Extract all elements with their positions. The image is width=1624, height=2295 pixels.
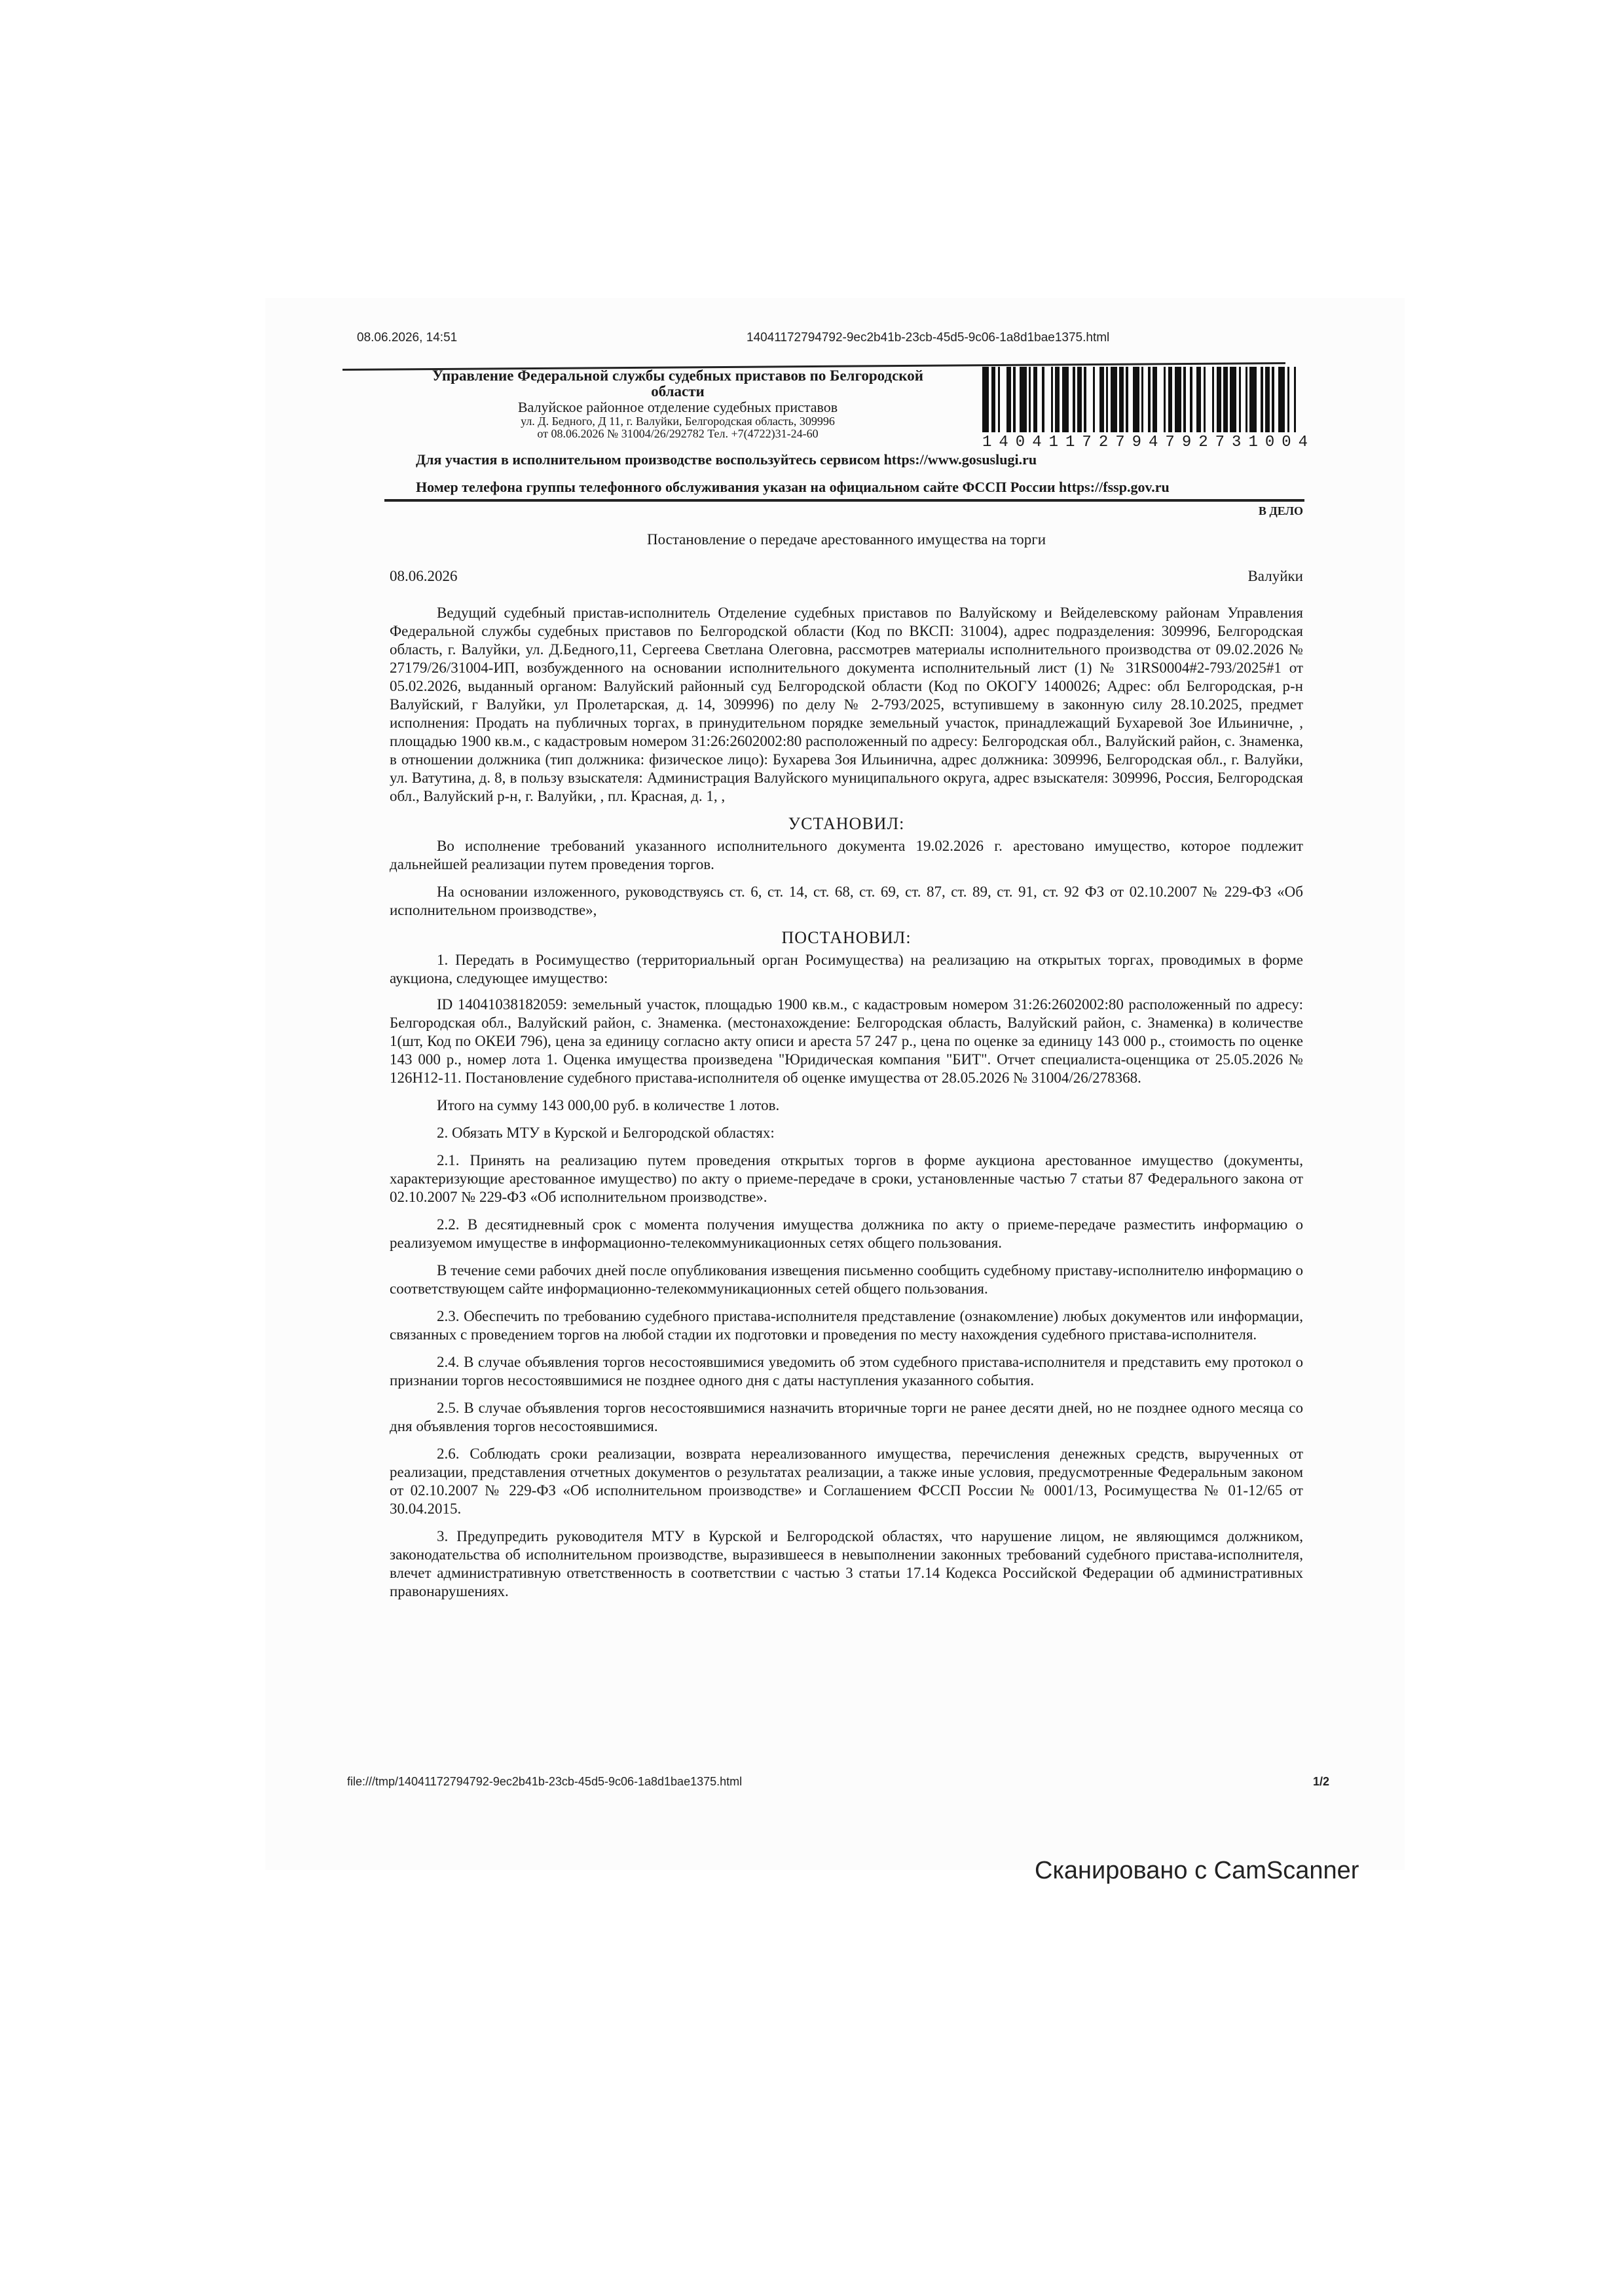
- v-delo-stamp: В ДЕЛО: [1258, 504, 1303, 517]
- barcode-gap: [1274, 367, 1279, 432]
- document-page: [390, 354, 1316, 1601]
- barcode-bar: [1217, 367, 1221, 432]
- barcode-bar: [1119, 367, 1124, 432]
- org-name-line1: Управление Федеральной службы судебных приставов по Белгородской: [432, 367, 923, 384]
- barcode-bar: [1175, 367, 1181, 432]
- barcode-bar: [1133, 367, 1139, 432]
- barcode-bar: [991, 367, 996, 432]
- barcode: [982, 367, 1316, 452]
- barcode-gap: [1186, 367, 1190, 432]
- date-city-row: [390, 567, 1303, 586]
- barcode-number: 14041172794792731004: [982, 434, 1316, 451]
- item-2: 2. Обязать МТУ в Курской и Белгородской областях:: [437, 1125, 775, 1141]
- phone-info-notice: Номер телефона группы телефонного обслуживания указан на официальном сайте ФССП России https://fssp.gov.ru: [416, 479, 1170, 495]
- barcode-gap: [1157, 367, 1164, 432]
- barcode-bar: [1020, 367, 1026, 432]
- barcode-bar: [982, 367, 989, 432]
- organization-block: [390, 368, 966, 440]
- department-name: Валуйское районное отделение судебных приставов: [517, 399, 838, 415]
- print-datetime: 08.06.2026, 14:51: [357, 331, 458, 345]
- barcode-gap: [1069, 367, 1073, 432]
- decided-heading: ПОСТАНОВИЛ:: [781, 928, 912, 947]
- barcode-gap: [1095, 367, 1099, 432]
- document-letterhead: [390, 354, 1316, 517]
- barcode-gap: [1037, 367, 1042, 432]
- barcode-gap: [1044, 367, 1051, 432]
- barcode-gap: [1128, 367, 1133, 432]
- camscanner-watermark: Сканировано с CamScanner: [1035, 1857, 1359, 1884]
- barcode-gap: [1289, 367, 1294, 432]
- barcode-bar: [1265, 367, 1270, 432]
- intro-paragraph: Ведущий судебный пристав-исполнитель Отделение судебных приставов по Валуйскому и Вейделевскому районам Управления Федеральной службы судебных приставов по Белгородской области (Код по ВКСП: 31004), адрес подразделения: 309996, Белгородская область, г. Валуйки, ул. Д.Бедного,11, Сергеева Светлана Олеговна, рассмотрев материалы исполнительного производства от 09.02.2026 № 27179/26/31004-ИП, возбужденного на основании исполнительного документа исполнительный лист (1) № 31RS0004#2-793/2025#1 от 05.02.2026, выданный органом: Валуйский районный суд Белгородской области (Код по ОКОГУ 1400026; Адрес: обл Белгородская, р-н Валуйский, г Валуйки, ул Пролетарская, д. 14, 309996) по делу № 2-793/2025, вступившему в законную силу 28.10.2025, предмет исполнения: Продать на публичных торгах, в принудительном порядке земельный участок, принадлежащий Бухаревой Зое Ильиничне, , площадью 1900 кв.м., с кадастровым номером 31:26:2602002:80 расположенный по адресу: Белгородская обл., Валуйский район, с. Знаменка, в отношении должника (тип должника: физическое лицо): Бухарева Зоя Ильинична, адрес должника: 309996, Белгородская обл., г. Валуйки, ул. Ватутина, д. 8, в пользу взыскателя: Администрация Валуйского муниципального округа, адрес взыскателя: 309996, Россия, Белгородская обл., Валуйский р-н, г. Валуйки, , пл. Красная, д. 1, ,: [390, 605, 1303, 804]
- item-1: 1. Передать в Росимущество (территориальный орган Росимущества) на реализацию на открытых торгах, проводимых в форме аукциона, следующее имущество:: [390, 952, 1303, 986]
- item-2-2: 2.2. В десятидневный срок с момента получения имущества должника по акту о приеме-передаче разместить информацию о реализуемом имуществе в информационно-телекоммуникационных сетях общего пользования.: [390, 1216, 1303, 1251]
- print-file-url: file:///tmp/14041172794792-9ec2b41b-23cb-45d5-9c06-1a8d1bae1375.html: [347, 1775, 743, 1788]
- barcode-gap: [1296, 367, 1302, 432]
- barcode-gap: [1000, 367, 1006, 432]
- item-2-2b: В течение семи рабочих дней после опубликования извещения письменно сообщить судебному приставу-исполнителю информацию о соответствующем сайте информационно-телекоммуникационных сетей общего пользования.: [390, 1262, 1303, 1297]
- item-3: 3. Предупредить руководителя МТУ в Курской и Белгородской областях, что нарушение лицом, не являющимся должником, законодательства об исполнительном производстве, выразившееся в невыполнении законных требований судебного пристава-исполнителя, влечет административную ответственность в соответствии с частью 3 статьи 17.14 Кодекса Российской Федерации об административных правонарушениях.: [390, 1528, 1303, 1599]
- browser-print-header: [357, 331, 1306, 350]
- barcode-bar: [1196, 367, 1201, 432]
- barcode-gap: [1206, 367, 1212, 432]
- print-page-number: 1/2: [1312, 1775, 1329, 1788]
- barcode-gap: [1143, 367, 1148, 432]
- barcode-bar: [1077, 367, 1082, 432]
- barcode-gap: [1016, 367, 1020, 432]
- total-line: Итого на сумму 143 000,00 руб. в количестве 1 лотов.: [437, 1097, 780, 1113]
- lot-description: ID 14041038182059: земельный участок, площадью 1900 кв.м., с кадастровым номером 31:26:2602002:80 расположенный по адресу: Белгородская обл., Валуйский район, с. Знаменка. (местонахождение: Белгородская область, Валуйский район, с. Знаменка) в количестве 1(шт, Код по ОКЕИ 796), цена за единицу согласно акту описи и ареста 57 247 р., цена по оценке за единицу 143 000 р., стоимость по оценке 143 000 р., номер лота 1. Оценка имущества произведена "Юридическая компания "БИТ". Отчет специалиста-оценщика от 25.05.2026 № 126Н12-11. Постановление судебного пристава-исполнителя об оценке имущества от 28.05.2026 № 31004/26/278368.: [390, 996, 1303, 1086]
- barcode-bar: [1230, 367, 1236, 432]
- print-file-name: 14041172794792-9ec2b41b-23cb-45d5-9c06-1a8d1bae1375.html: [747, 331, 1110, 345]
- item-2-3: 2.3. Обеспечить по требованию судебного пристава-исполнителя представление (ознакомление) любых документов или информации, связанных с проведением торгов на любой стадии их подготовки и проведения по месту нахождения судебного пристава-исполнителя.: [390, 1308, 1303, 1343]
- header-divider: [384, 499, 1304, 502]
- barcode-bar: [1033, 367, 1038, 432]
- item-2-1: 2.1. Принять на реализацию путем проведения открытых торгов в форме аукциона арестованное имущество (документы, характеризующие арестованное имущество) по акту о приеме-передаче в сроки, установленные частью 7 статьи 87 Федерального закона от 02.10.2007 № 229-ФЗ «Об исполнительном производстве».: [390, 1152, 1303, 1205]
- item-2-5: 2.5. В случае объявления торгов несостоявшимися назначить вторичные торги не ранее десяти дней, но не позднее одного месяца со дня объявления торгов несостоявшимися.: [390, 1400, 1303, 1434]
- established-heading: УСТАНОВИЛ:: [788, 814, 905, 833]
- department-address: ул. Д. Бедного, Д 11, г. Валуйки, Белгородская область, 309996: [521, 415, 835, 428]
- barcode-gap: [1086, 367, 1093, 432]
- registration-number: от 08.06.2026 № 31004/26/292782 Тел. +7(4722)31-24-60: [537, 427, 819, 440]
- item-2-6: 2.6. Соблюдать сроки реализации, возврата нереализованного имущества, перечисления денежных средств, вырученных от реализации, представления отчетных документов о результатах реализации, а также иные условия, предусмотренные Федеральным законом от 02.10.2007 № 229-ФЗ «Об исполнительном производстве» и Соглашением ФССП России № 0001/13, Росимущества № 01-12/65 от 30.04.2015.: [390, 1446, 1303, 1517]
- barcode-bar: [1223, 367, 1228, 432]
- barcode-bar: [1153, 367, 1157, 432]
- barcode-gap: [1192, 367, 1197, 432]
- document-date: 08.06.2026: [390, 568, 458, 584]
- barcode-gap: [1257, 367, 1261, 432]
- established-paragraph-2: На основании изложенного, руководствуясь ст. 6, ст. 14, ст. 68, ст. 69, ст. 87, ст. 89, ст. 91, ст. 92 ФЗ от 02.10.2007 № 229-ФЗ «Об исполнительном производстве»,: [390, 884, 1303, 918]
- barcode-bar: [1111, 367, 1117, 432]
- barcode-bar: [1006, 367, 1011, 432]
- barcode-bar: [1062, 367, 1069, 432]
- document-city: Валуйки: [1247, 568, 1303, 584]
- barcode-bar: [1168, 367, 1173, 432]
- barcode-bar: [1055, 367, 1060, 432]
- item-2-4: 2.4. В случае объявления торгов несостоявшимися уведомить об этом судебного пристава-исполнителя и представить ему протокол о признании торгов несостоявшимися не позднее одного дня с даты наступления указанного события.: [390, 1354, 1303, 1389]
- barcode-gap: [1241, 367, 1246, 432]
- document-title: Постановление о передаче арестованного имущества на торги: [646, 531, 1046, 548]
- browser-print-footer: [347, 1775, 1329, 1795]
- barcode-bars: [982, 367, 1303, 432]
- barcode-bar: [1099, 367, 1104, 432]
- established-paragraph-1: Во исполнение требований указанного исполнительного документа 19.02.2026 г. арестовано имущество, которое подлежит дальнейшей реализации путем проведения торгов.: [390, 838, 1303, 872]
- gosuslugi-notice: Для участия в исполнительном производстве воспользуйтесь сервисом https://www.gosuslugi.ru: [416, 451, 1037, 468]
- barcode-bar: [1249, 367, 1256, 432]
- org-name-line2: области: [651, 383, 705, 400]
- barcode-bar: [1278, 367, 1285, 432]
